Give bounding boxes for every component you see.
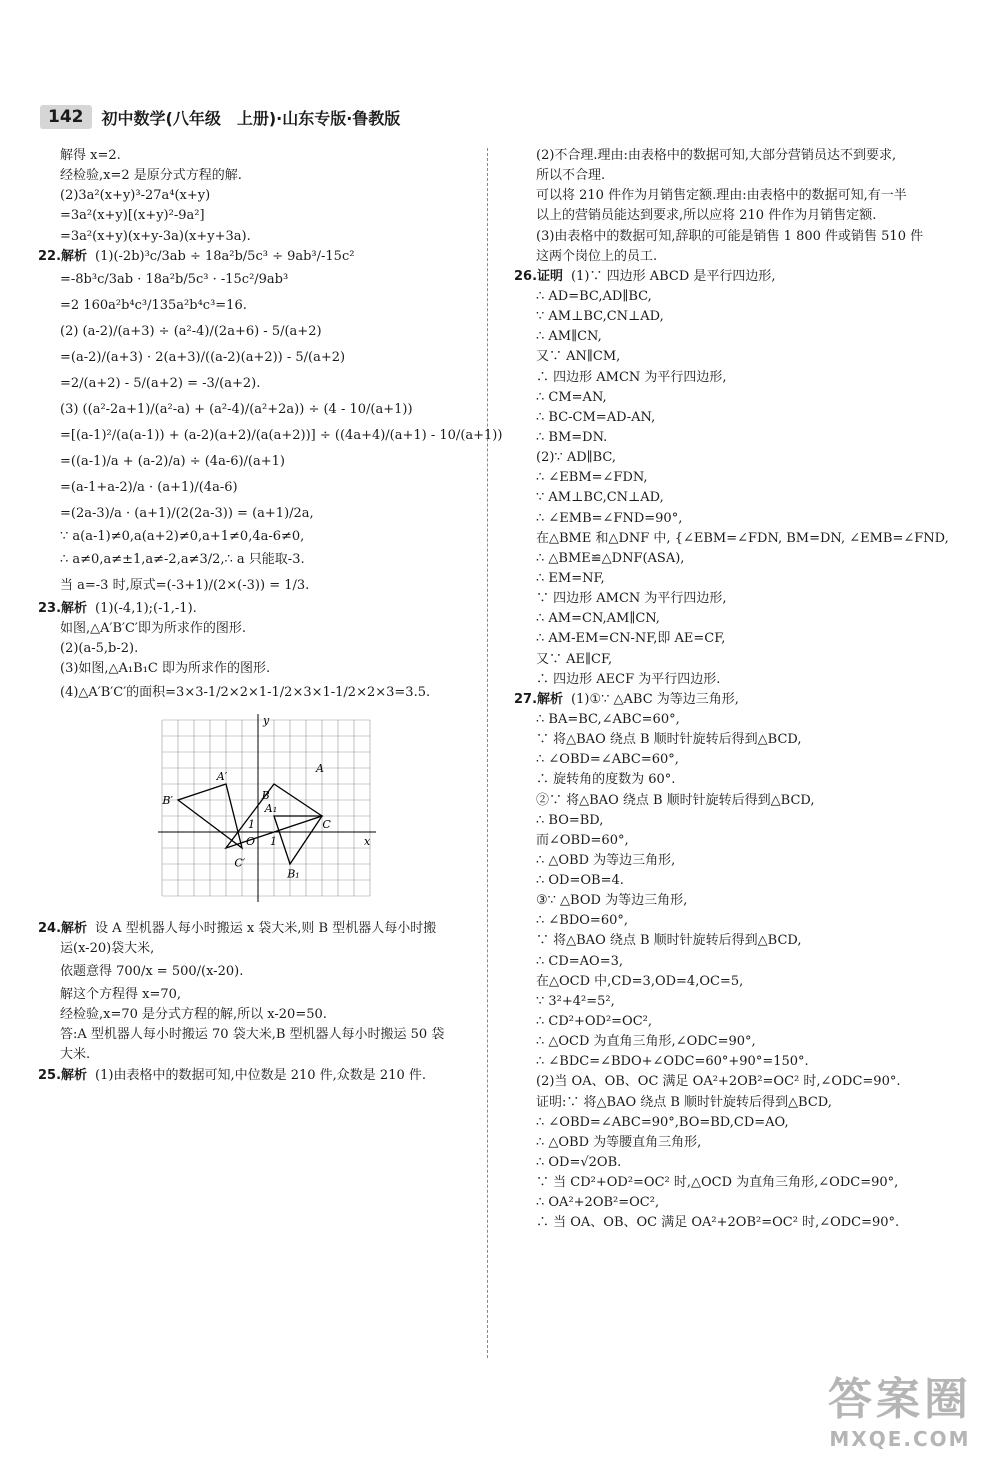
line-text: 答:A 型机器人每小时搬运 70 袋大米,B 型机器人每小时搬运 50 袋 (60, 1027, 445, 1043)
answer-line (514, 1072, 954, 1092)
line-text: ∴ CM=AN, (536, 389, 607, 405)
x-axis-label: x (364, 834, 371, 848)
line-text: (4)△A′B′C′的面积=3×3-1/2×2×1-1/2×3×1-1/2×2×3=3.5. (60, 684, 431, 700)
coordinate-graph (158, 714, 378, 904)
answer-line (514, 1113, 954, 1133)
answer-line (514, 549, 954, 569)
line-text: ∵ 当 CD²+OD²=OC² 时,△OCD 为直角三角形,∠ODC=90°, (536, 1175, 899, 1191)
line-text: ∴ 四边形 AECF 为平行四边形. (536, 671, 721, 687)
answer-line (38, 186, 478, 206)
line-text: 证明:∵ 将△BAO 绕点 B 顺时针旋转后得到△BCD, (536, 1094, 832, 1110)
question-line (38, 1066, 478, 1086)
answer-line (514, 589, 954, 609)
line-text: (1)(-4,1);(-1,-1). (95, 600, 197, 616)
line-text: (2) (a-2)/(a+3) ÷ (a²-4)/(2a+6) - 5/(a+2) (60, 323, 322, 339)
answer-line (38, 449, 478, 475)
answer-line (38, 206, 478, 226)
line-text: 设 A 型机器人每小时搬运 x 袋大米,则 B 型机器人每小时搬 (95, 920, 437, 936)
line-text: 在△OCD 中,CD=3,OD=4,OC=5, (536, 973, 744, 989)
y-tick-label: 1 (248, 817, 255, 831)
answer-line (38, 371, 478, 397)
question-line (38, 247, 478, 267)
line-text: 经检验,x=70 是分式方程的解,所以 x-20=50. (60, 1007, 327, 1023)
answer-line (514, 911, 954, 931)
line-text: ∴ △OCD 为直角三角形,∠ODC=90°, (536, 1034, 756, 1050)
line-text: 大米. (60, 1047, 91, 1063)
page-header (40, 100, 400, 134)
question-number: 27. (514, 691, 538, 707)
answer-line (514, 206, 954, 226)
answer-line (514, 1213, 954, 1233)
answer-line (38, 959, 478, 985)
point-label: A₁ (264, 801, 278, 815)
line-text: (2)当 OA、OB、OC 满足 OA²+2OB²=OC² 时,∠ODC=90°. (536, 1074, 901, 1090)
line-text: =3a²(x+y)[(x+y)²-9a²] (60, 208, 205, 224)
question-tag: 证明 (537, 268, 564, 284)
line-text: 在△BME 和△DNF 中, {∠EBM=∠FDN, BM=DN, ∠EMB=∠FND, (536, 530, 949, 546)
line-text: (3)由表格中的数据可知,辞职的可能是销售 1 800 件或销售 510 件 (536, 228, 924, 244)
answer-line (514, 166, 954, 186)
point-label: A (316, 761, 324, 775)
line-text: ∵ 将△BAO 绕点 B 顺时针旋转后得到△BCD, (536, 732, 802, 748)
answer-line (38, 1045, 478, 1065)
line-text: =(a-1+a-2)/a · (a+1)/(4a-6) (60, 479, 238, 495)
line-text: =((a-1)/a + (a-2)/a) ÷ (4a-6)/(a+1) (60, 453, 285, 469)
line-text: (2)不合理.理由:由表格中的数据可知,大部分营销员达不到要求, (536, 148, 897, 163)
column-divider (487, 148, 488, 1358)
line-text: ∴ ∠OBD=∠ABC=60°, (536, 752, 679, 768)
line-text: (3) ((a²-2a+1)/(a²-a) + (a²-4)/(a²+2a)) ÷ (4 - 10/(a+1)) (60, 401, 413, 417)
answer-line (514, 770, 954, 790)
answer-line (38, 619, 478, 639)
line-text: 依题意得 700/x = 500/(x-20). (60, 963, 244, 979)
line-text: ∴ EM=NF, (536, 570, 605, 586)
answer-line (514, 347, 954, 367)
answer-line (514, 509, 954, 529)
question-line (38, 599, 478, 619)
point-label: B′ (162, 793, 173, 807)
answer-line (514, 811, 954, 831)
answer-line (514, 388, 954, 408)
watermark-sub: MXQE.COM (829, 1427, 971, 1451)
answer-line (514, 1133, 954, 1153)
line-text: ∵ 四边形 AMCN 为平行四边形, (536, 591, 727, 607)
line-text: ∴ OA²+2OB²=OC², (536, 1195, 660, 1211)
answer-line (514, 629, 954, 649)
line-text: 当 a=-3 时,原式=(-3+1)/(2×(-3)) = 1/3. (60, 577, 310, 593)
line-text: ∴ AM=CN,AM∥CN, (536, 611, 660, 627)
answer-line (38, 146, 478, 166)
point-label: C′ (234, 855, 246, 869)
left-column (38, 146, 503, 1086)
question-number: 26. (514, 268, 538, 284)
line-text: ∴ 四边形 AMCN 为平行四边形, (536, 369, 727, 385)
line-text: 运(x-20)袋大米, (60, 940, 155, 956)
answer-line (38, 939, 478, 959)
answer-line (514, 1032, 954, 1052)
answer-line (38, 573, 478, 599)
answer-line (514, 247, 954, 267)
line-text: (2)3a²(x+y)³-27a⁴(x+y) (60, 188, 211, 204)
line-text: 可以将 210 件作为月销售定额.理由:由表格中的数据可知,有一半 (536, 188, 907, 204)
line-text: ∴ OD=OB=4. (536, 873, 624, 889)
line-text: 如图,△A′B′C′即为所求作的图形. (60, 621, 247, 637)
line-text: (1)由表格中的数据可知,中位数是 210 件,众数是 210 件. (95, 1067, 427, 1083)
line-text: ∴ OD=√2OB. (536, 1155, 622, 1171)
line-text: =2 160a²b⁴c³/135a²b⁴c³=16. (60, 297, 247, 313)
line-text: 解得 x=2. (60, 148, 121, 163)
answer-line (514, 791, 954, 811)
line-text: ②∵ 将△BAO 绕点 B 顺时针旋转后得到△BCD, (536, 792, 815, 808)
line-text: (3)如图,△A₁B₁C 即为所求作的图形. (60, 661, 271, 677)
answer-line (38, 267, 478, 293)
right-column (514, 146, 954, 1234)
answer-line (514, 287, 954, 307)
answer-line (38, 227, 478, 247)
line-text: 所以不合理. (536, 168, 606, 184)
answer-line (38, 475, 478, 501)
line-text: ∴ BM=DN. (536, 429, 608, 445)
answer-line (514, 227, 954, 247)
question-line (514, 690, 954, 710)
answer-line (514, 1052, 954, 1072)
answer-line (514, 1193, 954, 1213)
line-text: ∴ ∠EMB=∠FND=90°, (536, 510, 683, 526)
line-text: ∴ BO=BD, (536, 812, 604, 828)
line-text: ∴ △BME≌△DNF(ASA), (536, 550, 685, 566)
line-text: 经检验,x=2 是原分式方程的解. (60, 168, 242, 184)
point-label: B (261, 788, 270, 802)
page-number: 142 (40, 105, 92, 129)
answer-line (514, 1093, 954, 1113)
answer-line (38, 1005, 478, 1025)
line-text: ∴ AM∥CN, (536, 329, 602, 345)
question-number: 23. (38, 600, 62, 616)
answer-line (514, 931, 954, 951)
line-text: ∴ △OBD 为等边三角形, (536, 852, 676, 868)
book-title: 初中数学(八年级 上册)·山东专版·鲁教版 (101, 108, 401, 128)
answer-line (514, 408, 954, 428)
answer-line (514, 307, 954, 327)
graph-figure (158, 714, 478, 911)
answer-line (38, 319, 478, 345)
answer-line (38, 397, 478, 423)
point-label: B₁ (287, 867, 300, 881)
line-text: (1)①∵ △ABC 为等边三角形, (571, 691, 739, 707)
answer-line (514, 186, 954, 206)
line-text: ∴ BA=BC,∠ABC=60°, (536, 711, 680, 727)
question-number: 25. (38, 1067, 62, 1083)
answer-line (514, 488, 954, 508)
line-text: ∴ CD²+OD²=OC², (536, 1014, 653, 1030)
answer-line (38, 985, 478, 1005)
question-number: 22. (38, 248, 62, 264)
point-label: C (322, 817, 331, 831)
answer-line (38, 501, 478, 527)
question-tag: 解析 (537, 691, 564, 707)
answer-line (38, 527, 478, 547)
answer-line (514, 1153, 954, 1173)
watermark (828, 1363, 972, 1451)
answer-line (514, 468, 954, 488)
answer-line (514, 609, 954, 629)
line-text: 又∵ AN∥CM, (536, 349, 621, 365)
answer-line (514, 972, 954, 992)
line-text: (2)∵ AD∥BC, (536, 450, 617, 466)
answer-line (38, 345, 478, 371)
line-text: ∵ 将△BAO 绕点 B 顺时针旋转后得到△BCD, (536, 933, 802, 949)
answer-line (514, 831, 954, 851)
answer-line (38, 639, 478, 659)
answer-line (514, 327, 954, 347)
answer-line (514, 650, 954, 670)
answer-line (38, 547, 478, 573)
line-text: 这两个岗位上的员工. (536, 248, 658, 264)
line-text: ③∵ △BOD 为等边三角形, (536, 893, 688, 909)
answer-line (38, 423, 503, 449)
line-text: ∴ AM-EM=CN-NF,即 AE=CF, (536, 631, 726, 647)
question-number: 24. (38, 920, 62, 936)
answer-line (514, 670, 954, 690)
origin-label: O (246, 834, 256, 848)
line-text: =[(a-1)²/(a(a-1)) + (a-2)(a+2)/(a(a+2))] ÷ ((4a+4)/(a+1) - 10/(a+1)) (60, 427, 503, 443)
answer-line (514, 146, 954, 166)
line-text: 以上的营销员能达到要求,所以应将 210 件作为月销售定额. (536, 208, 877, 224)
answer-line (514, 992, 954, 1012)
line-text: ∴ △OBD 为等腰直角三角形, (536, 1134, 702, 1150)
line-text: ∴ 旋转角的度数为 60°. (536, 772, 676, 788)
line-text: ∵ AM⊥BC,CN⊥AD, (536, 490, 664, 506)
question-tag: 解析 (61, 1067, 88, 1083)
answer-line (514, 1173, 954, 1193)
line-text: (1)∵ 四边形 ABCD 是平行四边形, (571, 268, 776, 284)
question-line (38, 919, 478, 939)
answer-line (38, 166, 478, 186)
line-text: ∴ CD=AO=3, (536, 953, 624, 969)
answer-line (514, 710, 954, 730)
line-text: ∴ ∠BDO=60°, (536, 913, 628, 929)
answer-line (514, 368, 954, 388)
watermark-main: 答案圈 (828, 1374, 972, 1425)
answer-line (514, 428, 954, 448)
line-text: =(2a-3)/a · (a+1)/(2(2a-3)) = (a+1)/2a, (60, 505, 314, 521)
line-text: =(a-2)/(a+3) · 2(a+3)/((a-2)(a+2)) - 5/(a+2) (60, 349, 346, 365)
line-text: ∴ ∠OBD=∠ABC=90°,BO=BD,CD=AO, (536, 1114, 789, 1130)
answer-line (514, 891, 954, 911)
answer-line (38, 680, 478, 706)
line-text: (1)(-2b)³c/3ab ÷ 18a²b/5c³ ÷ 9ab³/-15c² (95, 248, 355, 264)
answer-line (514, 851, 954, 871)
point-label: A′ (216, 769, 228, 783)
line-text: ∴ a≠0,a≠±1,a≠-2,a≠3/2,∴ a 只能取-3. (60, 551, 305, 567)
question-tag: 解析 (61, 920, 88, 936)
line-text: ∴ BC-CM=AD-AN, (536, 409, 656, 425)
answer-line (514, 871, 954, 891)
answer-line (514, 952, 954, 972)
y-axis-label: y (263, 713, 270, 727)
line-text: ∴ ∠BDC=∠BDO+∠ODC=60°+90°=150°. (536, 1054, 809, 1070)
x-tick-label: 1 (270, 834, 277, 848)
answer-line (38, 293, 478, 319)
line-text: 而∠OBD=60°, (536, 832, 629, 848)
line-text: =2/(a+2) - 5/(a+2) = -3/(a+2). (60, 375, 261, 391)
question-tag: 解析 (61, 248, 88, 264)
line-text: ∵ 3²+4²=5², (536, 993, 615, 1009)
triangle-a1b1c (274, 816, 322, 864)
line-text: (2)(a-5,b-2). (60, 641, 139, 657)
line-text: 解这个方程得 x=70, (60, 986, 182, 1002)
line-text: ∵ AM⊥BC,CN⊥AD, (536, 309, 664, 325)
line-text: =-8b³c/3ab · 18a²b/5c³ · -15c²/9ab³ (60, 271, 289, 287)
answer-line (514, 730, 954, 750)
question-tag: 解析 (61, 600, 88, 616)
answer-line (514, 448, 954, 468)
answer-line (38, 1025, 478, 1045)
answer-line (514, 529, 954, 549)
question-line (514, 267, 954, 287)
line-text: ∵ a(a-1)≠0,a(a+2)≠0,a+1≠0,4a-6≠0, (60, 528, 305, 544)
line-text: ∴ AD=BC,AD∥BC, (536, 288, 652, 304)
line-text: 又∵ AE∥CF, (536, 651, 613, 667)
answer-line (514, 1012, 954, 1032)
line-text: =3a²(x+y)(x+y-3a)(x+y+3a). (60, 228, 251, 244)
answer-line (514, 569, 954, 589)
answer-line (38, 659, 478, 679)
line-text: ∴ ∠EBM=∠FDN, (536, 470, 648, 486)
line-text: ∴ 当 OA、OB、OC 满足 OA²+2OB²=OC² 时,∠ODC=90°. (536, 1215, 900, 1231)
answer-line (514, 750, 954, 770)
